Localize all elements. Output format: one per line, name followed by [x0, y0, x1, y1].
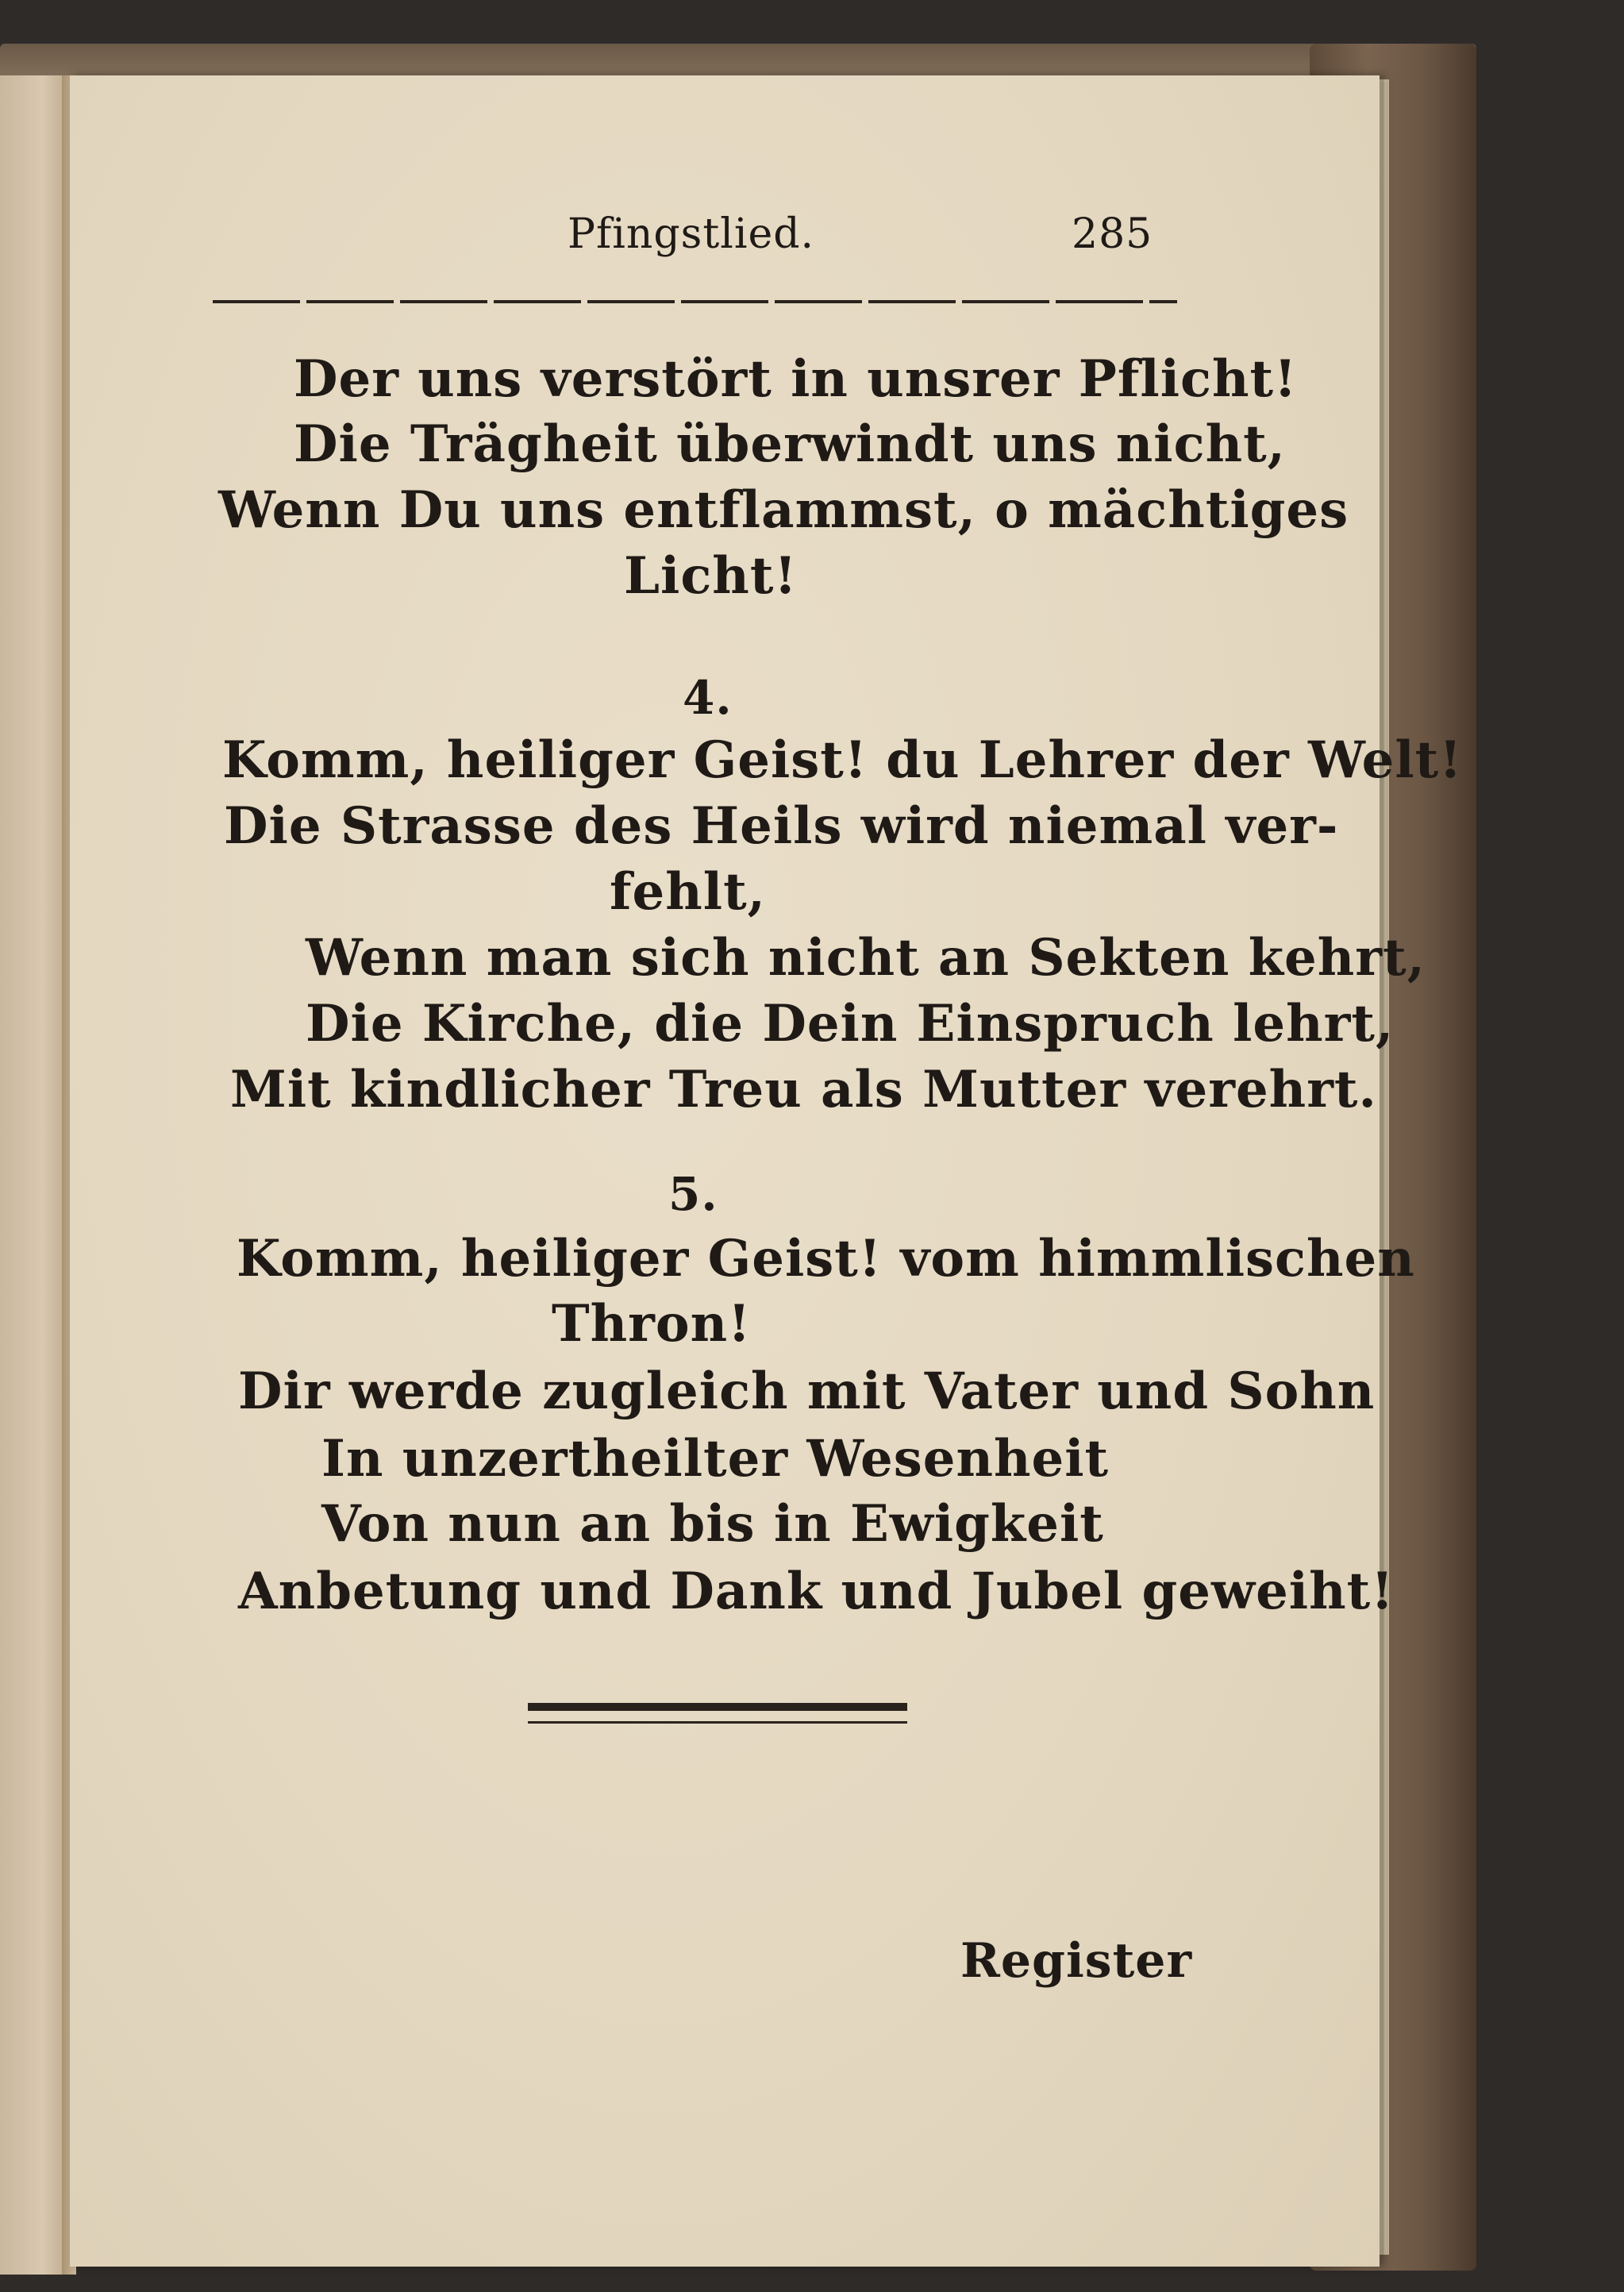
verse-line: Wenn Du uns entflammst, o mächtiges	[218, 480, 1349, 540]
verse-line: Mit kindlicher Treu als Mutter verehrt.	[230, 1060, 1377, 1119]
verse-line: Anbetung und Dank und Jubel geweiht!	[238, 1562, 1395, 1621]
page-number: 285	[1072, 210, 1153, 258]
running-title: Pfingstlied.	[568, 210, 815, 258]
verse-line: Thron!	[552, 1294, 752, 1354]
stanza-number: 4.	[683, 671, 733, 725]
stanza-number: 5.	[668, 1167, 718, 1221]
verse-line: Von nun an bis in Ewigkeit	[321, 1494, 1104, 1554]
verse-line: Dir werde zugleich mit Vater und Sohn	[238, 1362, 1376, 1421]
verse-line: Komm, heiliger Geist! du Lehrer der Welt!	[222, 730, 1463, 790]
verse-line: Die Trägheit überwindt uns nicht,	[294, 414, 1286, 474]
header-rule	[213, 300, 1177, 303]
verse-line: Die Strasse des Heils wird niemal ver-	[224, 796, 1339, 856]
verse-line: Die Kirche, die Dein Einspruch lehrt,	[306, 994, 1395, 1054]
verse-line: In unzertheilter Wesenheit	[321, 1429, 1110, 1489]
verse-line: Licht!	[624, 546, 798, 606]
verse-line: Wenn man sich nicht an Sekten kehrt,	[306, 928, 1426, 988]
verse-line: Der uns verstört in unsrer Pflicht!	[294, 349, 1298, 409]
verse-line: Komm, heiliger Geist! vom himmlischen	[237, 1229, 1415, 1289]
previous-page-strip	[0, 75, 71, 2275]
closing-rule	[528, 1703, 907, 1711]
verse-line: fehlt,	[610, 862, 766, 922]
closing-rule-thin	[528, 1721, 907, 1724]
catchword: Register	[960, 1933, 1193, 1989]
